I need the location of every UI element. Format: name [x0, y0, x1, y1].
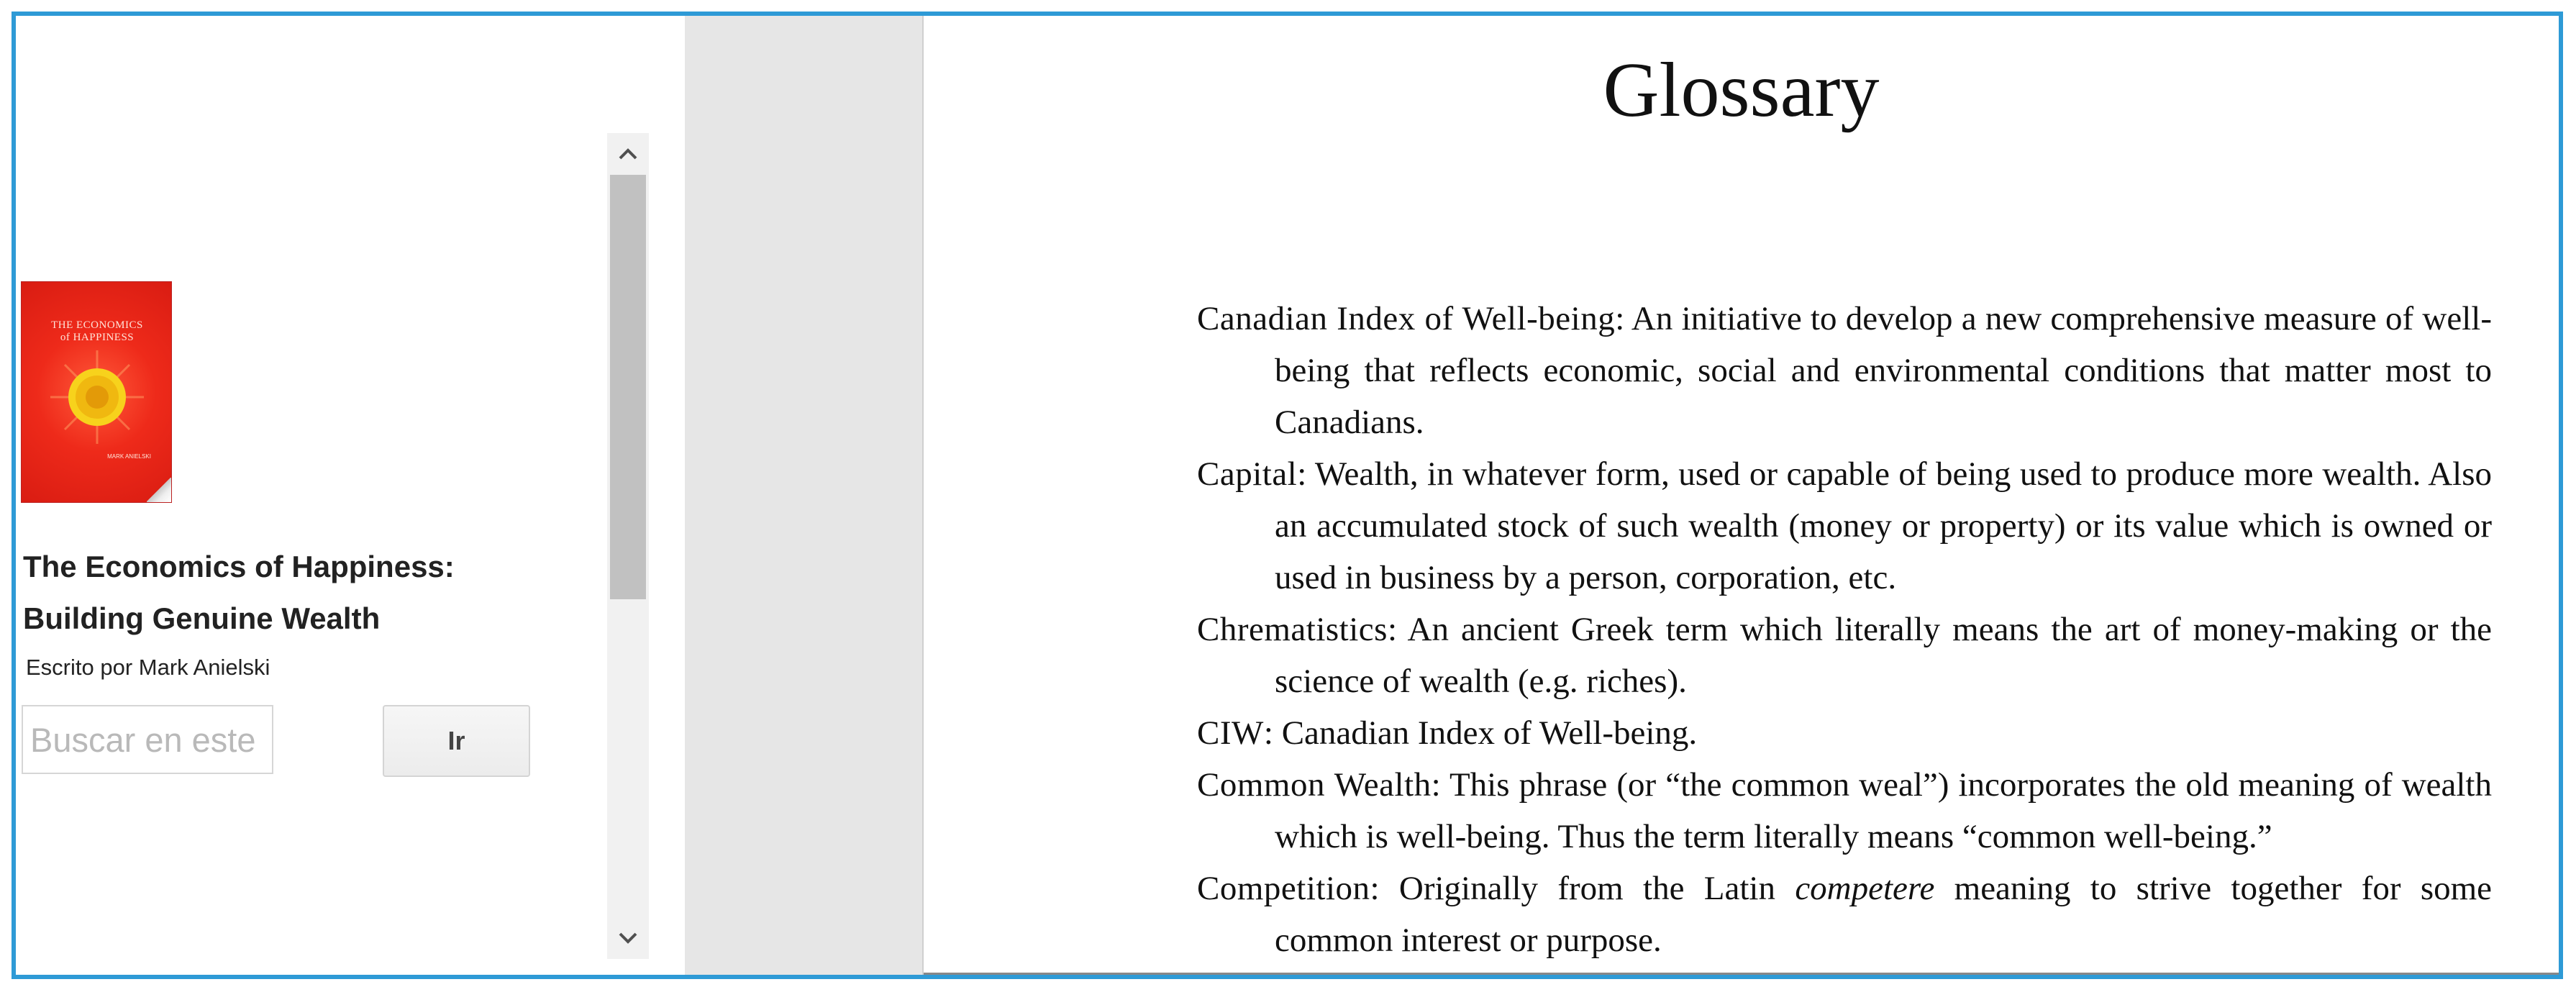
book-title [23, 541, 599, 645]
book-info-panel [16, 16, 685, 975]
glossary-definition: Wealth, in whatever form, used or capable of being used to produce more wealth. Also an accumulated stock of such wealth (money or property) or its value which is owned or used in business by a person, corporation, etc. [1275, 455, 2492, 596]
go-button[interactable]: Ir [383, 705, 530, 777]
glossary-definition: Canadian Index of Well-being. [1281, 714, 1698, 752]
scroll-up-button[interactable] [607, 133, 649, 175]
glossary-term: Capital [1197, 455, 1298, 493]
chevron-down-icon [618, 932, 638, 945]
glossary-entry: CIW: Canadian Index of Well-being. [1197, 714, 1698, 752]
page-title: Glossary [1603, 47, 1880, 133]
glossary-entry: Capital: Wealth, in whatever form, used or capable of being used to produce more wealth. Also an accumulated stock of such wealth (money or property) or its value which is owned or used in business by a person, corporation, etc. [1197, 455, 2492, 596]
vertical-scrollbar[interactable] [607, 133, 649, 959]
glossary-definition-italic: competere [1795, 870, 1935, 907]
glossary-entry: Chrematistics: An ancient Greek term which literally means the art of money-making or the science of wealth (e.g. riches). [1197, 611, 2493, 700]
cover-title-line2: of HAPPINESS [60, 332, 135, 343]
glossary-entry: Canadian Index of Well-being: An initiative to develop a new comprehensive measure of well-being that reflects economic, social and environmental conditions that matter most to Canadians. [1197, 300, 2492, 441]
book-info-scroll-area [16, 16, 649, 975]
page-bottom-divider [924, 973, 2559, 975]
window-frame [12, 12, 2563, 979]
page-gutter [685, 16, 924, 975]
book-author: Escrito por Mark Anielski [26, 655, 270, 680]
cover-title [43, 319, 151, 344]
glossary-term: Chrematistics [1197, 611, 1388, 648]
glossary-entry: Common Wealth: This phrase (or “the common weal”) incorporates the old meaning of wealth which is well-being. Thus the term literally means “common well-being.” [1197, 766, 2492, 855]
glossary-definition-end: meaning to strive together for some common interest or purpose. [1275, 870, 2493, 959]
scroll-down-button[interactable] [607, 917, 649, 959]
glossary-definition-start: Originally from the Latin [1398, 870, 1775, 907]
search-in-book-input[interactable] [22, 705, 273, 774]
book-page [924, 16, 2559, 975]
cover-title-line1: THE ECONOMICS [51, 319, 143, 331]
page-curl-icon [147, 478, 171, 502]
book-cover-thumbnail[interactable] [22, 282, 171, 502]
book-title-line1: The Economics of Happiness: [23, 550, 455, 583]
glossary-term: Common Wealth [1197, 766, 1432, 804]
chevron-up-icon [618, 147, 638, 160]
flower-image [50, 350, 144, 444]
glossary-term: CIW [1197, 714, 1264, 752]
book-title-line2: Building Genuine Wealth [23, 601, 381, 635]
glossary-term: Canadian Index of Well-being [1197, 300, 1616, 337]
glossary-definition: An ancient Greek term which literally means the art of money-making or the science of wealth (e.g. riches). [1275, 611, 2493, 700]
glossary-term: Competition [1197, 870, 1370, 907]
glossary-list [1197, 293, 2492, 966]
cover-author: MARK ANIELSKI [107, 453, 151, 460]
glossary-definition: An initiative to develop a new comprehensive measure of well-being that reflects economic, social and environmental conditions that matter most to Canadians. [1275, 300, 2492, 441]
scrollbar-thumb[interactable] [610, 175, 646, 599]
glossary-entry: Competition: Originally from the Latin competere meaning to strive together for some common interest or purpose. [1197, 870, 2493, 959]
glossary-definition: This phrase (or “the common weal”) incorporates the old meaning of wealth which is well-being. Thus the term literally means “common well-being.” [1275, 766, 2492, 855]
